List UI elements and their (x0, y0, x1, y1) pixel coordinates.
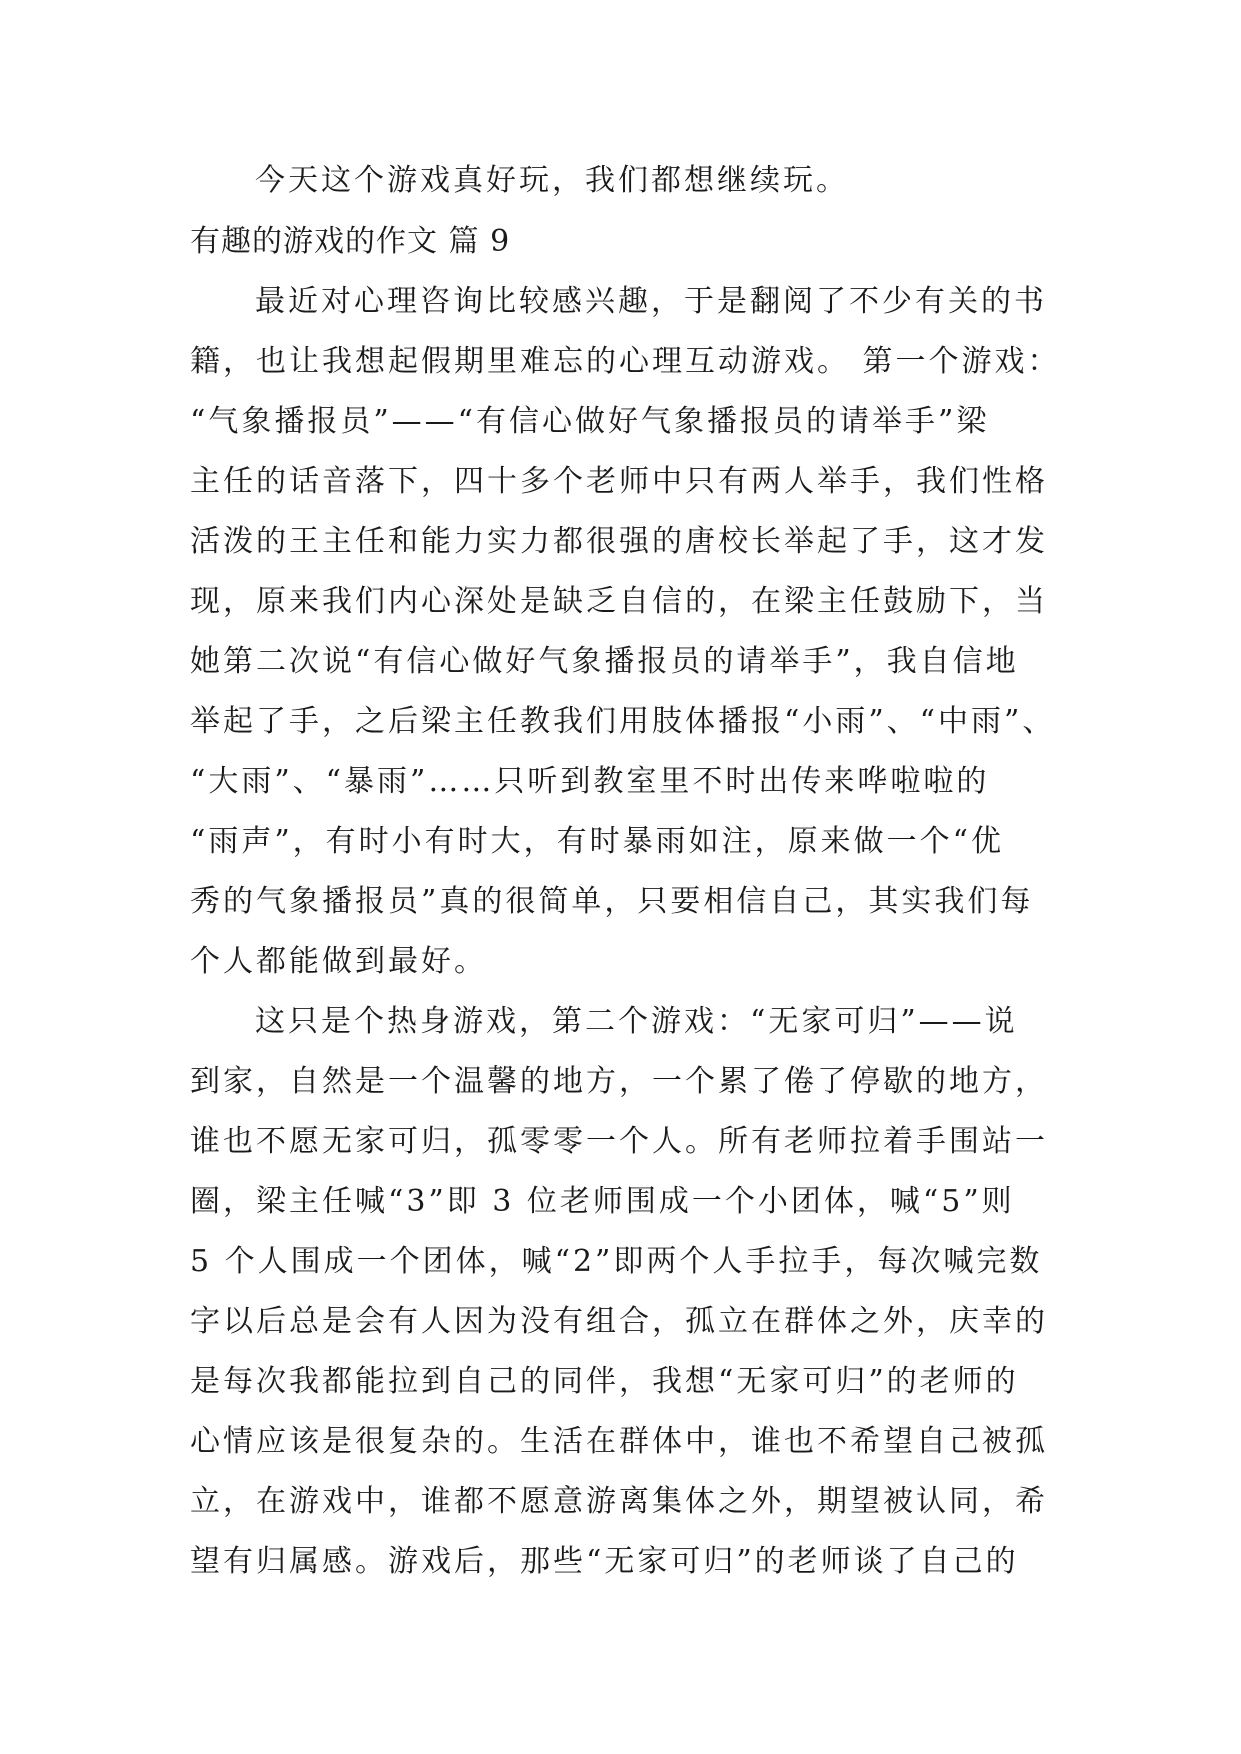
section-heading: 有趣的游戏的作文 篇 9 (190, 224, 511, 259)
text-line: 是每次我都能拉到自己的同伴，我想“无家可归”的老师的 (190, 1364, 1019, 1399)
text-line: 这只是个热身游戏，第二个游戏：“无家可归”——说 (255, 1004, 1018, 1039)
text-line: 秀的气象播报员”真的很简单，只要相信自己，其实我们每 (190, 884, 1034, 919)
text-line: 望有归属感。游戏后，那些“无家可归”的老师谈了自己的 (190, 1544, 1019, 1579)
text-line: “气象播报员”——“有信心做好气象播报员的请举手”梁 (190, 404, 990, 439)
text-line: 活泼的王主任和能力实力都很强的唐校长举起了手，这才发 (190, 524, 1048, 559)
text-line: 籍，也让我想起假期里难忘的心理互动游戏。 第一个游戏： (190, 344, 1061, 379)
text-line: 心情应该是很复杂的。生活在群体中，谁也不希望自己被孤 (190, 1424, 1048, 1459)
text-line: 个人都能做到最好。 (190, 944, 487, 979)
text-line: 主任的话音落下，四十多个老师中只有两人举手，我们性格 (190, 464, 1048, 499)
text-line: 最近对心理咨询比较感兴趣，于是翻阅了不少有关的书 (255, 284, 1047, 319)
text-line: 5 个人围成一个团体，喊“2”即两个人手拉手，每次喊完数 (190, 1244, 1043, 1279)
text-line: “大雨”、“暴雨”……只听到教室里不时出传来哗啦啦的 (190, 764, 990, 799)
text-line: 到家，自然是一个温馨的地方，一个累了倦了停歇的地方， (190, 1064, 1048, 1099)
text-line: 现，原来我们内心深处是缺乏自信的，在梁主任鼓励下，当 (190, 584, 1048, 619)
text-line: 她第二次说“有信心做好气象播报员的请举手”，我自信地 (190, 644, 1019, 679)
text-line: “雨声”，有时小有时大，有时暴雨如注，原来做一个“优 (190, 824, 1005, 859)
text-line: 举起了手，之后梁主任教我们用肢体播报“小雨”、“中雨”、 (190, 704, 1056, 739)
text-line: 谁也不愿无家可归，孤零零一个人。所有老师拉着手围站一 (190, 1124, 1048, 1159)
text-line: 圈，梁主任喊“3”即 3 位老师围成一个小团体，喊“5”则 (190, 1184, 1015, 1219)
text-line: 字以后总是会有人因为没有组合，孤立在群体之外，庆幸的 (190, 1304, 1048, 1339)
intro-line: 今天这个游戏真好玩，我们都想继续玩。 (255, 163, 849, 198)
text-line: 立，在游戏中，谁都不愿意游离集体之外，期望被认同，希 (190, 1484, 1048, 1519)
